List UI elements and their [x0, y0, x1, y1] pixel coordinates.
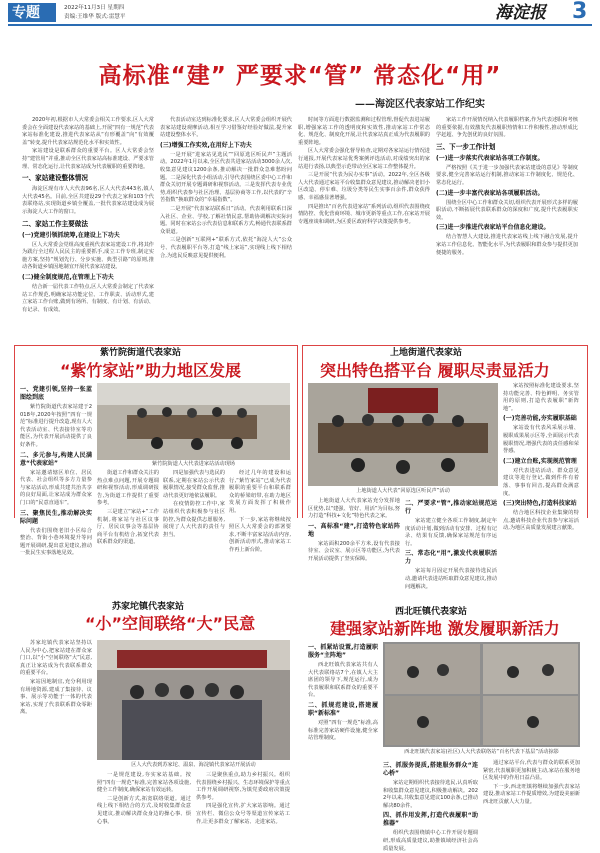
sub-heading: (二)进一步丰富代表家站各项履职活动。 [436, 189, 544, 197]
lead-column-1 [22, 117, 154, 342]
shangdi-photo [308, 383, 498, 486]
sub-heading: (三)突出特色,打造科技家站 [503, 500, 577, 508]
body-paragraph: 下一步,家站将继续按照区人大常委会的部署要求,不断丰富家站活动内容,创新活动形式,推动家站工作再上新台阶。 [229, 516, 291, 553]
body-paragraph: 区人大常委会党组高度重视代表家站建设工作,将其作为践行全过程人民民主的重要抓手,成立工作专班,制定实施方案,坚持“规划先行、分步实施、典型引路”的原则,推动各街道乡镇因地制宜开展代表家站建设。 [22, 241, 154, 271]
sub-heading: 一、抓紧站设置,打造履职服务“主阵地” [308, 644, 378, 659]
body-paragraph: 组织代表围绕镇中心工作开展专题调研,形成高质量建议,助推镇域经济社会高质量发展。 [383, 830, 478, 852]
xibeiwang-column-b [383, 760, 478, 852]
lead-column-3 [298, 117, 430, 342]
body-paragraph: 三是创新“互联网+”联系方式,依托“海淀人大”公众号、代表履职平台等,打造“线上家站”,实现线上线下相结合,为选民反映意见提供便利。 [160, 237, 292, 259]
body-paragraph: 家站因地制宜,充分利用现有场地资源,建成了集接待、议事、展示等功能于一体的代表家站,实现了代表联系群众零距离。 [20, 678, 92, 716]
body-paragraph: 四是推出“百名代表进家站”系列活动,组织代表围绕疫情防控、优化营商环境、城市更新等重点工作,在家站开展专题座谈和调研,为区委区政府科学决策提供参考。 [298, 203, 430, 225]
shangdi-photo-caption: 上地街道人大代表“回原选区听民声”活动 [356, 488, 450, 494]
body-paragraph: 结合地区科技企业集聚的特点,邀请科技企业代表参与家站活动,为地区高质量发展建言献策。 [503, 510, 579, 532]
body-paragraph: 家站建立健全各项工作制度,制定年度活动计划,做到活动有安排、过程有记录、结果有反馈,确保家站规范有序运行。 [405, 518, 497, 547]
body-paragraph: 在疫情防控工作中,家站组织代表积极参与社区防控,为群众提供志愿服务,展现了人大代表的责任与担当。 [163, 501, 225, 538]
body-paragraph: 代表活动室达到标准化要求,区人大常委会组织开展代表家站建设观摩活动,相互学习借鉴好经验好做法,提升家站建设整体水平。 [160, 117, 292, 139]
zizhu-headline: “紫竹家站”助力地区发展 [60, 361, 242, 380]
body-paragraph: 家站工作开展情况纳入代表履职档案,作为代表述职和考核的重要依据,有效激发代表履职热情和工作积极性,推动形成比学赶超、争先创优的良好氛围。 [436, 117, 578, 139]
body-paragraph: 下一步,西北旺镇将继续加强代表家站建设,推动家站工作提质增效,为建设美丽新西北旺贡献人大力量。 [483, 783, 580, 805]
body-paragraph: 家站按照标准化建设要求,坚持功能完善、特色鲜明、务实管用的原则,打造代表履职“新阵地”。 [503, 383, 579, 412]
sub-heading: 三、聚焦民生,推动解决实际问题 [20, 509, 92, 525]
date-line: 2022年11月3日 星期四 [64, 5, 125, 11]
section-heading: 二、家站工作主要做法 [22, 219, 88, 228]
body-paragraph: 三是开展“代表为民办实事”活动。2022年,全区各级人大代表通过家站平台收集群众意见建议,推动解决老旧小区改造、停车难、垃圾分类等民生实事百余件,群众获得感、幸福感显著增强。 [298, 172, 430, 201]
section-heading: 一、家站建设整体情况 [22, 174, 88, 183]
group-photo-illustration [97, 640, 290, 760]
intro-paragraph: 2020年初,根据市人大常委会相关工作要求,区人大常委会在全面建设代表家站的基础上,开展“四有一规范”代表家站标准化建设,推进代表家站从“有形覆盖”向“有效覆盖”转变,提升代表家站规范化水平和实效性。 [22, 117, 154, 146]
body-paragraph: 二是开展“代表家站联系日”活动。代表利用联系日深入社区、企业、学校,了解社情民意,帮助协调解决实际问题。同时在家站公示代表信息和联系方式,畅通代表联系群众渠道。 [160, 205, 292, 235]
body-paragraph: 对照“四有一规范”标准,高标准完善家站硬件设施,健全家站管理制度。 [308, 719, 378, 742]
masthead-rule [8, 24, 592, 26]
zizhu-photo-meeting [97, 383, 290, 460]
body-paragraph: 街道工作和群众关注的热点难点问题,开展专题调研和视察活动,形成调研报告,为街道工作提供了重要参考。 [97, 470, 159, 507]
headline-subtitle: ——海淀区代表家站工作纪实 [355, 99, 485, 110]
xibeiwang-photo-caption: 西北旺镇代表家站(社区)人大代表联络站“百名代表下基层”活动掠影 [404, 749, 559, 755]
zizhu-column-a [20, 384, 92, 592]
sub-heading: 四、抓作用发挥,打造代表履职“助推器” [383, 812, 478, 828]
sub-heading: 二、抓规范建设,搭建履职“新标准” [308, 701, 378, 717]
sub-heading: 一、高标准“建”,打造特色家站阵地 [308, 522, 400, 538]
sub-heading: (一)完善功能,夯实履职基础 [503, 415, 577, 423]
xibeiwang-column-a [308, 642, 378, 840]
sub-heading: 二、多元参与,构建人民满意“代表家站” [20, 451, 92, 467]
body-paragraph: 紫竹院街道代表家站建于2018年,2020年按照“四有一规范”标准进行提升改造,现有人大代表活动室、代表接待室等功能区,为代表开展活动提供了良好条件。 [20, 404, 92, 448]
main-headline: 高标准“建” 严要求“管” 常态化“用” [98, 63, 502, 89]
shangdi-column-c [503, 383, 579, 598]
body-paragraph: 家站每月固定开展代表接待选民活动,邀请代表进站听取群众意见建议,推动问题解决。 [405, 568, 497, 590]
suzhou-column-b [97, 772, 191, 842]
body-paragraph: 三是建立“家站+”工作机制,将家站与社区议事厅、居民议事会等基层协商平台有机结合,拓宽代表联系群众的渠道。 [97, 508, 159, 546]
suzhou-column-a [20, 640, 92, 840]
body-paragraph: 苏家坨镇代表家站坚持以人民为中心,把家站建在群众家门口,以“小”空间联络“大”民意,真正让家站成为代表联系群众的重要平台。 [20, 640, 92, 677]
section-heading: 三、下一步工作计划 [436, 142, 496, 151]
body-paragraph: 围绕全区中心工作和群众关切,组织代表开展形式多样的履职活动,不断拓展代表联系群众的深度和广度,提升代表履职实效。 [436, 199, 578, 221]
body-paragraph: 区人大常委会强化督导检查,定期对各家站运行情况进行通报,开展代表家站优秀案例评选活动,对成绩突出的家站进行表扬,以典型示范带动全区家站工作整体提升。 [298, 148, 430, 170]
body-paragraph: 通过家站平台,代表与群众的联系更加紧密,代表履职更加积极主动,家站在服务地区发展中的作用日益凸显。 [483, 760, 580, 782]
body-paragraph: 结合智慧人大建设,推进代表家站线上线下融合发展,提升家站工作信息化、智能化水平,为代表履职和群众参与提供更加便捷的服务。 [436, 234, 578, 256]
shangdi-column-b [405, 498, 497, 598]
body-paragraph: 结合新一届代表工作特点,区人大常委会制定了代表家站工作规范,明确家站功能定位、工作职责、活动形式,建立家站工作台账,做到有场所、有制度、有计划、有活动、有记录、有成效。 [22, 283, 154, 313]
shangdi-column-a [308, 498, 400, 598]
zizhu-column-b [97, 470, 159, 592]
body-paragraph: 上地街道人大代表家站充分发挥地区优势,以“建强、管好、用活”为目标,努力打造“科技+文化”特色代表之家。 [308, 498, 400, 520]
lead-column-2 [160, 117, 292, 342]
sub-heading: 三、抓服务提质,搭建服务群众“连心桥” [383, 762, 478, 777]
body-paragraph: 一是规范建设,夯实家站基础。按照“四有一规范”标准,完善家站各项设施,健全工作制度,确保家站有效运转。 [97, 772, 191, 794]
suzhou-kicker: 苏家坨镇代表家站 [112, 602, 185, 612]
masthead [0, 0, 600, 26]
sub-heading: (二)建立台账,实现规范管理 [503, 457, 577, 465]
body-paragraph: 四是加强代表与选民的联系,定期在家站公示代表履职情况,接受群众监督,推动代表更好地依法履职。 [163, 470, 225, 499]
sub-heading: (二)健全制度规范,在管理上下功夫 [22, 273, 114, 281]
zizhu-kicker: 紫竹院街道代表家站 [100, 348, 182, 358]
body-paragraph: 海淀区现有市人大代表96名,区人大代表443名,镇人大代表45名。目前,全区共建设29个代表之家和103个代表联络站,实现街道乡镇全覆盖,一批代表家站建设成为展示海淀人大工作的窗口。 [22, 186, 154, 215]
body-paragraph: 家站邀请辖区单位、居民代表、社会组织等多方力量参与家站活动,形成共建共治共享的良好局面,让家站成为群众家门口的“民意直通车”。 [20, 469, 92, 506]
shangdi-kicker: 上地街道代表家站 [390, 348, 463, 358]
body-paragraph: 家站定期组织代表接待选民,认真听取和收集群众意见建议,积极推动解决。2022年以来,共收集意见建议100余条,已推动解决80余件。 [383, 780, 478, 809]
editors-line: 责编:王维华 版式:雷慧平 [64, 14, 126, 20]
section-label: 专题 [12, 5, 40, 21]
body-paragraph: 对代表进站活动、群众意见建议等进行登记,做到件件有着落、事事有回音,提高群众满意度。 [503, 467, 579, 497]
collage-photo-illustration [383, 642, 580, 747]
zizhu-column-c [163, 470, 225, 592]
xibeiwang-column-c [483, 760, 580, 842]
body-paragraph: 四是强化宣传,扩大家站影响。通过宣传栏、微信公众号等渠道宣传家站工作,让更多群众了解家站、走进家站。 [196, 803, 290, 825]
shangdi-headline: 突出特色搭平台 履职尽责显活力 [320, 361, 550, 380]
meeting-photo-illustration [97, 383, 290, 460]
sub-heading: 一、党建引领,坚持一张蓝图绘到底 [20, 386, 92, 401]
body-paragraph: 西北旺镇代表家站共有人大代表联络站7个,在镇人大主席团的领导下,规范运行,成为代表履职和联系群众的重要平台。 [308, 662, 378, 699]
suzhou-photo-caption: 区人大代表到苏家坨、温泉、海淀镇代表家站开展活动 [131, 762, 256, 768]
body-paragraph: 严格按照《关于进一步加强代表家站建设的意见》等制度要求,健全完善家站运行机制,推动家站工作制度化、规范化、常态化运行。 [436, 164, 578, 186]
body-paragraph: 一是开展“进家站见选民”“回原选区听民声”主题活动。2022年1月以来,全区代表共进家站活动3000余人次,收集意见建议1200余条,推动解决一批群众急难愁盼问题。二是深化代表小组活动,引导代表围绕区委中心工作和群众关切开展专题调研和视察活动。三是发挥代表专业优势,组织代表参与社区治理、基层协商等工作,以代表的“辛苦指数”换取群众的“幸福指数”。 [160, 151, 292, 204]
lead-column-4 [436, 117, 578, 342]
body-paragraph: 经过几年的建设和运行,“紫竹家站”已成为代表履职的重要平台和联系群众的桥梁纽带,在助力地区发展方面发挥了积极作用。 [229, 470, 291, 514]
xibeiwang-photo [383, 642, 580, 747]
body-paragraph: 时间等方面进行数据监测和过程管理,督促代表进站履职,增强家站工作的透明度和实效性,推动家站工作常态化、规范化、制度化开展,让代表家站真正成为代表履职的重要阵地。 [298, 117, 430, 146]
sub-heading: (一)党建引领抓统筹,在建设上下功夫 [22, 231, 120, 239]
paper-name: 海淀报 [495, 3, 546, 23]
xibeiwang-headline: 建强家站新阵地 激发履职新活力 [330, 619, 560, 638]
body-paragraph: 代表们围绕老旧小区综合整治、背街小巷环境提升等问题开展调研,提出意见建议,推动一批民生实事落地见效。 [20, 527, 92, 557]
zizhu-column-d [229, 470, 291, 592]
body-paragraph: 三是聚焦重点,助力乡村振兴。组织代表围绕乡村振兴、生态环境保护等重点工作开展调研视察,为镇党委政府决策提供参考。 [196, 772, 290, 801]
conference-photo-illustration [308, 383, 498, 486]
sub-heading: (三)进一步推进代表家站平台信息化建设。 [436, 224, 550, 232]
suzhou-photo [97, 640, 290, 760]
sub-heading: (一)进一步落实代表家站各项工作制度。 [436, 154, 544, 162]
body-paragraph: 家站设有代表风采展示墙、履职成果展示区等,全面展示代表履职情况,增强代表的责任感和荣誉感。 [503, 425, 579, 455]
page-number: 3 [572, 0, 588, 24]
sub-heading: (三)增强工作实效,在用好上下功夫 [160, 141, 252, 149]
intro-paragraph: 家站建设是联系群众的重要平台。区人大常委会坚持“建管用”并重,推动全区代表家站高标准建设、严要求管理、常态化运行,让代表家站成为代表履职的重要阵地。 [22, 148, 154, 170]
body-paragraph: 二是创新方式,拓宽联络渠道。通过线上线下相结合的方式,及时收集群众意见建议,推动解决群众身边的操心事、烦心事。 [97, 795, 191, 825]
body-paragraph: 家站面积200余平方米,设有代表接待室、会议室、展示区等功能区,为代表开展活动提供了坚实保障。 [308, 540, 400, 562]
xibeiwang-kicker: 西北旺镇代表家站 [395, 607, 468, 617]
sub-heading: 二、严要求“管”,推动家站规范运行 [405, 500, 497, 515]
sub-heading: 三、常态化“用”,激发代表履职活力 [405, 550, 497, 566]
suzhou-headline: “小”空间联络“大”民意 [85, 614, 256, 633]
suzhou-column-c [196, 772, 290, 842]
zizhu-photo-caption: 紫竹院街道人大代表进家站活动现场 [151, 461, 235, 467]
